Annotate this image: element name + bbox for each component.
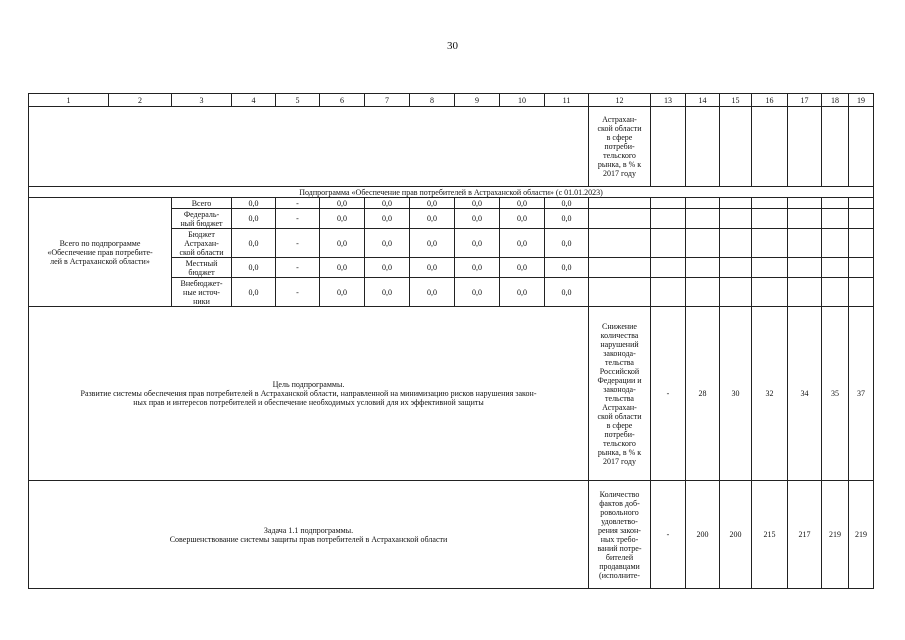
indicator-line: тельства — [605, 357, 634, 367]
funding-source-line: бюджет — [188, 267, 215, 277]
value-cell: 0,0 — [232, 258, 276, 278]
funding-source-line: ники — [193, 296, 210, 306]
total-label-line: «Обеспечение прав потребите- — [47, 247, 153, 257]
indicator-line: 2017 году — [603, 456, 636, 466]
value-cell: 0,0 — [320, 258, 365, 278]
task-value: - — [651, 481, 686, 589]
indicator-line: количества — [600, 330, 639, 340]
value-cell: 0,0 — [500, 209, 545, 229]
indicator-line: ваний потре- — [597, 543, 642, 553]
funding-source-line: ской области — [179, 247, 224, 257]
indicator-line: потреби- — [604, 142, 635, 151]
indicator-line: ных требо- — [600, 534, 639, 544]
funding-source-line: Федераль- — [183, 209, 220, 219]
value-cell: 0,0 — [365, 209, 410, 229]
task-value: 217 — [788, 481, 822, 589]
indicator-line: рения закон- — [598, 525, 641, 535]
value-cell: 0,0 — [545, 258, 589, 278]
value-cell: 0,0 — [365, 278, 410, 307]
task-value: 215 — [752, 481, 788, 589]
indicator-line: ровольного — [600, 507, 639, 517]
indicator-line: тельского — [603, 151, 636, 160]
indicator-line: нарушений — [600, 339, 639, 349]
col-num: 6 — [320, 94, 365, 107]
col-num: 18 — [822, 94, 849, 107]
value-cell: 0,0 — [500, 229, 545, 258]
value-cell: 0,0 — [232, 209, 276, 229]
col-num: 4 — [232, 94, 276, 107]
funding-source — [172, 198, 232, 209]
task-value: 219 — [822, 481, 849, 589]
value-cell: 0,0 — [410, 278, 455, 307]
task-title — [29, 481, 589, 589]
indicator-line: законода- — [603, 348, 636, 358]
task-value: 200 — [686, 481, 720, 589]
col-num: 12 — [589, 94, 651, 107]
col-num: 13 — [651, 94, 686, 107]
value-cell: 0,0 — [455, 258, 500, 278]
value-cell: 0,0 — [232, 278, 276, 307]
value-cell: - — [276, 229, 320, 258]
budget-row — [29, 198, 874, 209]
funding-source — [172, 209, 232, 229]
value-cell: 0,0 — [500, 198, 545, 209]
funding-source-line: Внебюджет- — [180, 278, 223, 288]
value-cell: 0,0 — [545, 278, 589, 307]
value-cell: 0,0 — [232, 229, 276, 258]
value-cell: 0,0 — [320, 229, 365, 258]
goal-title-line: Развитие системы обеспечения прав потребителей в Астраханской области, направленной на минимизацию рисков нарушения закон- — [80, 389, 537, 398]
program-table — [28, 93, 874, 589]
indicator-line: (исполните- — [599, 570, 640, 580]
indicator-line: продавцами — [599, 561, 640, 571]
value-cell: 0,0 — [410, 229, 455, 258]
value-cell: 0,0 — [232, 198, 276, 209]
value-cell: 0,0 — [410, 198, 455, 209]
continued-row — [29, 107, 874, 187]
goal-value: 32 — [752, 307, 788, 481]
value-cell: 0,0 — [455, 278, 500, 307]
col-num: 1 — [29, 94, 109, 107]
indicator-line: Астрахан- — [602, 115, 637, 124]
value-cell: - — [276, 278, 320, 307]
task-value: 200 — [720, 481, 752, 589]
indicator-line: Российской — [599, 366, 640, 376]
value-cell: - — [276, 198, 320, 209]
indicator-line: в сфере — [606, 420, 633, 430]
indicator-line: тельства — [605, 393, 634, 403]
value-cell: 0,0 — [545, 198, 589, 209]
value-cell: 0,0 — [455, 229, 500, 258]
col-num: 2 — [109, 94, 172, 107]
col-num: 16 — [752, 94, 788, 107]
indicator-cell — [589, 481, 651, 589]
indicator-line: ской области — [597, 124, 642, 133]
goal-value: 35 — [822, 307, 849, 481]
value-cell: - — [276, 209, 320, 229]
value-cell: 0,0 — [320, 198, 365, 209]
value-cell: 0,0 — [500, 278, 545, 307]
goal-title-line: ных прав и интересов потребителей и обеспечение необходимых условий для их эффективной защиты — [133, 398, 484, 407]
goal-value: 34 — [788, 307, 822, 481]
value-cell: 0,0 — [410, 209, 455, 229]
indicator-line: в сфере — [606, 133, 633, 142]
value-cell: 0,0 — [455, 198, 500, 209]
task-title-line: Совершенствование системы защиты прав потребителей в Астраханской области — [169, 534, 448, 544]
indicator-line: законода- — [603, 384, 636, 394]
funding-source-line: Астрахан- — [184, 238, 219, 248]
col-num: 8 — [410, 94, 455, 107]
value-cell: 0,0 — [365, 229, 410, 258]
subprogram-title: Подпрограмма «Обеспечение прав потребителей в Астраханской области» (с 01.01.2023) — [29, 187, 874, 198]
indicator-line: потреби- — [604, 429, 635, 439]
total-label — [29, 198, 172, 307]
funding-source-line: ный бюджет — [180, 218, 223, 228]
col-num: 14 — [686, 94, 720, 107]
col-num: 5 — [276, 94, 320, 107]
indicator-line: рынка, в % к — [597, 160, 642, 169]
col-num: 17 — [788, 94, 822, 107]
value-cell: 0,0 — [500, 258, 545, 278]
indicator-line: 2017 году — [603, 169, 636, 178]
funding-source-line: Местный — [185, 258, 218, 268]
indicator-line: тельского — [603, 438, 636, 448]
goal-value: 28 — [686, 307, 720, 481]
task-title-line: Задача 1.1 подпрограммы. — [263, 525, 354, 535]
funding-source-line: ные источ- — [183, 287, 220, 297]
subprogram-title-row — [29, 187, 874, 198]
goal-row — [29, 307, 874, 481]
column-number-row — [29, 94, 874, 107]
value-cell: 0,0 — [320, 209, 365, 229]
funding-source — [172, 229, 232, 258]
col-num: 3 — [172, 94, 232, 107]
indicator-cell — [589, 307, 651, 481]
total-label-line: лей в Астраханской области» — [50, 256, 150, 266]
funding-source-line: Бюджет — [188, 229, 215, 239]
goal-title — [29, 307, 589, 481]
value-cell: 0,0 — [545, 229, 589, 258]
value-cell: 0,0 — [545, 209, 589, 229]
indicator-line: Астрахан- — [602, 402, 637, 412]
task-value: 219 — [849, 481, 874, 589]
col-num: 19 — [849, 94, 874, 107]
indicator-line: Федерации и — [597, 375, 642, 385]
page-number: 30 — [447, 40, 458, 52]
goal-value: 30 — [720, 307, 752, 481]
indicator-line: Снижение — [602, 321, 637, 331]
empty-cell — [29, 107, 589, 187]
funding-source-line: Всего — [191, 198, 212, 208]
value-cell: 0,0 — [320, 278, 365, 307]
indicator-line: рынка, в % к — [597, 447, 642, 457]
col-num: 15 — [720, 94, 752, 107]
col-num: 11 — [545, 94, 589, 107]
col-num: 10 — [500, 94, 545, 107]
indicator-line: бителей — [605, 552, 634, 562]
indicator-cell — [589, 107, 651, 187]
col-num: 7 — [365, 94, 410, 107]
value-cell: - — [276, 258, 320, 278]
value-cell: 0,0 — [365, 258, 410, 278]
indicator-line: ской области — [597, 411, 642, 421]
value-cell: 0,0 — [365, 198, 410, 209]
col-num: 9 — [455, 94, 500, 107]
task-row — [29, 481, 874, 589]
goal-value: - — [651, 307, 686, 481]
total-label-line: Всего по подпрограмме — [59, 238, 141, 248]
indicator-line: фактов доб- — [599, 498, 640, 508]
goal-value: 37 — [849, 307, 874, 481]
indicator-line: Количество — [599, 489, 640, 499]
goal-title-line: Цель подпрограммы. — [272, 380, 345, 389]
value-cell: 0,0 — [410, 258, 455, 278]
funding-source — [172, 278, 232, 307]
indicator-line: удовлетво- — [601, 516, 638, 526]
value-cell: 0,0 — [455, 209, 500, 229]
funding-source — [172, 258, 232, 278]
